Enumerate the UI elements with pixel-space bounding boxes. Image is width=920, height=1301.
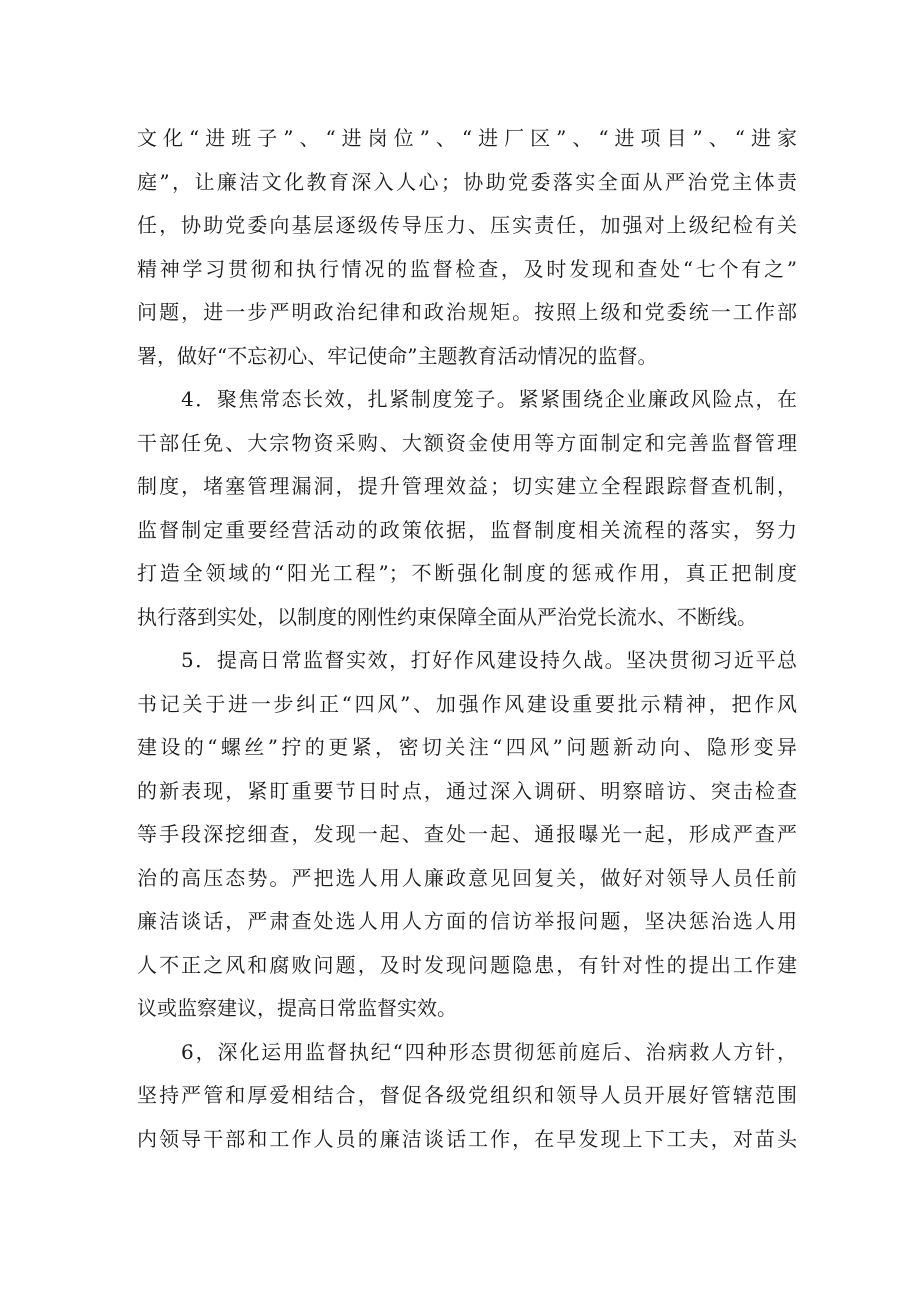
text-line: 坚持严管和厚爱相结合，督促各级党组织和领导人员开展好管辖范围: [137, 1083, 797, 1107]
text-line: 庭”，让廉洁文化教育深入人心；协助党委落实全面从严治党主体责: [137, 169, 797, 194]
text-line: 的新表现，紧盯重要节日时点，通过深入调研、明察暗访、突击检查: [137, 778, 797, 803]
text-line: 内领导干部和工作人员的廉洁谈话工作，在早发现上下工夫，对苗头: [137, 1126, 797, 1151]
text-line: 干部任免、大宗物资采购、大额资金使用等方面制定和完善监督管理: [137, 430, 797, 455]
text-line: 等手段深挖细查，发现一起、查处一起、通报曝光一起，形成严查严: [137, 822, 797, 846]
text-line: 精神学习贯彻和执行情况的监督检查，及时发现和查处“七个有之”: [137, 256, 797, 281]
text-line: 监督制定重要经营活动的政策依据，监督制度相关流程的落实，努力: [137, 517, 797, 542]
text-line: 书记关于进一步纠正“四风”、加强作风建设重要批示精神，把作风: [137, 691, 797, 716]
paragraph-5-start: 5．提高日常监督实效，打好作风建设持久战。坚决贯彻习近平总: [181, 648, 797, 672]
paragraph-4-start: 4．聚焦常态长效，扎紧制度笼子。紧紧围绕企业廉政风险点，在: [181, 387, 797, 411]
text-line: 治的高压态势。严把选人用人廉政意见回复关，做好对领导人员任前: [137, 865, 797, 890]
text-line: 议或监察建议，提高日常监督实效。: [137, 996, 457, 1020]
text-line: 问题，进一步严明政治纪律和政治规矩。按照上级和党委统一工作部: [137, 300, 797, 324]
text-line: 建设的“螺丝”拧的更紧，密切关注“四风”问题新动向、隐形变异: [137, 735, 797, 759]
text-line: 廉洁谈话，严肃查处选人用人方面的信访举报问题，坚决惩治选人用: [137, 909, 797, 933]
text-line: 人不正之风和腐败问题，及时发现问题隐患，有针对性的提出工作建: [137, 952, 797, 977]
text-line: 打造全领域的“阳光工程”；不断强化制度的惩戒作用，真正把制度: [137, 561, 797, 585]
text-line: 文化“进班子”、“进岗位”、“进厂区”、“进项目”、“进家: [137, 126, 797, 150]
text-line: 执行落到实处，以制度的刚性约束保障全面从严治党长流水、不断线。: [137, 604, 757, 629]
text-line: 任，协助党委向基层逐级传导压力、压实责任，加强对上级纪检有关: [137, 213, 797, 237]
paragraph-6-start: 6，深化运用监督执纪“四种形态贯彻惩前庭后、治病救人方针，: [181, 1039, 797, 1064]
text-line: 署，做好“不忘初心、牢记使命”主题教育活动情况的监督。: [137, 343, 658, 368]
document-body: [137, 117, 797, 1161]
text-line: 制度，堵塞管理漏洞，提升管理效益；切实建立全程跟踪督查机制，: [137, 474, 797, 498]
